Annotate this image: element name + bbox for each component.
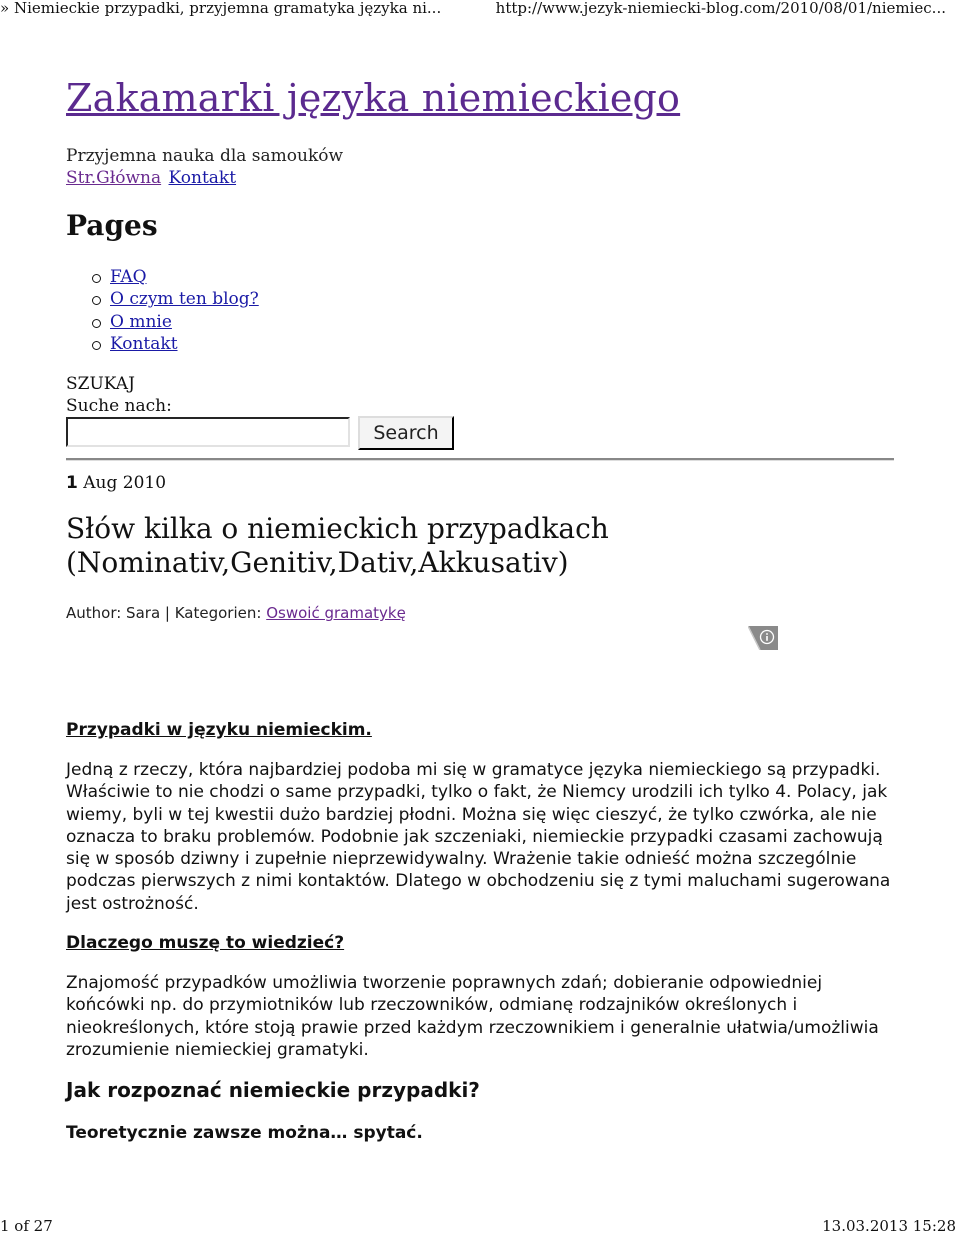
paragraph-intro: Jedną z rzeczy, która najbardziej podoba mi się w gramatyce języka niemieckiego są przypadki. Właściwie to nie chodzi o same przypadki, tylko o fakt, że Niemcy urodzili ich tylko 4. Polacy, jak wiemy, byli w tej kwestii dużo bardziej płodni. Można się więc cieszyć, że tylko czwórka, ale nie oznacza to braku problemów. Podobnie jak szczeniaki, niemieckie przypadki czasami zachowują się w sposób dziwny i zupełnie nieprzewidywalny. Wrażenie takie odnieść można szczególnie podczas pierwszych z nimi kontaktów. Dlatego w obchodzeniu się z tymi maluchami sugerowana jest ostrożność.: [66, 760, 891, 914]
post-meta-author: Author: Sara | Kategorien:: [66, 604, 262, 622]
heading-cases-text: Przypadki w języku niemieckim.: [66, 720, 372, 740]
print-page-count: 1 of 27: [0, 1217, 53, 1235]
pages-list: [88, 266, 259, 355]
nav-home-link[interactable]: Str.Główna: [66, 168, 162, 188]
print-footer: [0, 1218, 960, 1236]
print-url: http://www.jezyk-niemiecki-blog.com/2010/08/01/niemiec...: [495, 0, 946, 17]
site-title: [66, 74, 680, 122]
pages-list-item: [88, 311, 259, 333]
search-button[interactable]: Search: [358, 416, 454, 450]
pages-heading: Pages: [66, 209, 158, 242]
heading-why-text: Dlaczego muszę to wiedzieć?: [66, 933, 345, 953]
section-heading-cases: [66, 719, 894, 741]
site-title-link[interactable]: Zakamarki języka niemieckiego: [66, 76, 681, 120]
post-date-month-year: Aug 2010: [83, 473, 167, 493]
search-label: Suche nach:: [66, 396, 172, 416]
paragraph-why: Znajomość przypadków umożliwia tworzenie poprawnych zdań; dobieranie odpowiedniej końcówki np. do przymiotników lub rzeczowników, odmianę rodzajników określonych i nieokreślonych, które stoją prawie przed każdym rzeczownikiem i generalnie ułatwia/umożliwia zrozumienie niemieckiej gramatyki.: [66, 973, 879, 1060]
print-header: [0, 0, 960, 18]
page-link-about-me[interactable]: O mnie: [110, 311, 172, 332]
post-date: [66, 472, 166, 494]
post-title: Słów kilka o niemieckich przypadkach (Nominativ,Genitiv,Dativ,Akkusativ): [66, 512, 609, 579]
search-heading: SZUKAJ: [66, 374, 135, 394]
print-page-title: » Niemieckie przypadki, przyjemna gramatyka języka ni...: [0, 0, 442, 17]
top-navigation: [66, 167, 238, 189]
pages-list-item: [88, 288, 259, 310]
nav-contact-link[interactable]: Kontakt: [168, 168, 237, 188]
paragraph-ask: Teoretycznie zawsze można… spytać.: [66, 1123, 423, 1143]
page-link-faq[interactable]: FAQ: [110, 267, 147, 287]
page-link-about-blog[interactable]: O czym ten blog?: [110, 289, 259, 310]
divider: [66, 458, 894, 461]
site-tagline: Przyjemna nauka dla samouków: [66, 146, 344, 166]
post-meta: [66, 603, 406, 623]
page-link-contact[interactable]: Kontakt: [110, 333, 178, 354]
section-heading-why: [66, 932, 894, 954]
search-input[interactable]: [66, 417, 350, 447]
pages-list-item: [88, 333, 259, 355]
section-heading-recognize: Jak rozpoznać niemieckie przypadki?: [66, 1078, 480, 1102]
pages-list-item: [88, 266, 259, 288]
post-date-day: 1: [66, 473, 78, 493]
post-category-link[interactable]: Oswoić gramatykę: [266, 604, 406, 622]
info-icon[interactable]: [748, 626, 778, 650]
print-timestamp: 13.03.2013 15:28: [822, 1217, 956, 1235]
